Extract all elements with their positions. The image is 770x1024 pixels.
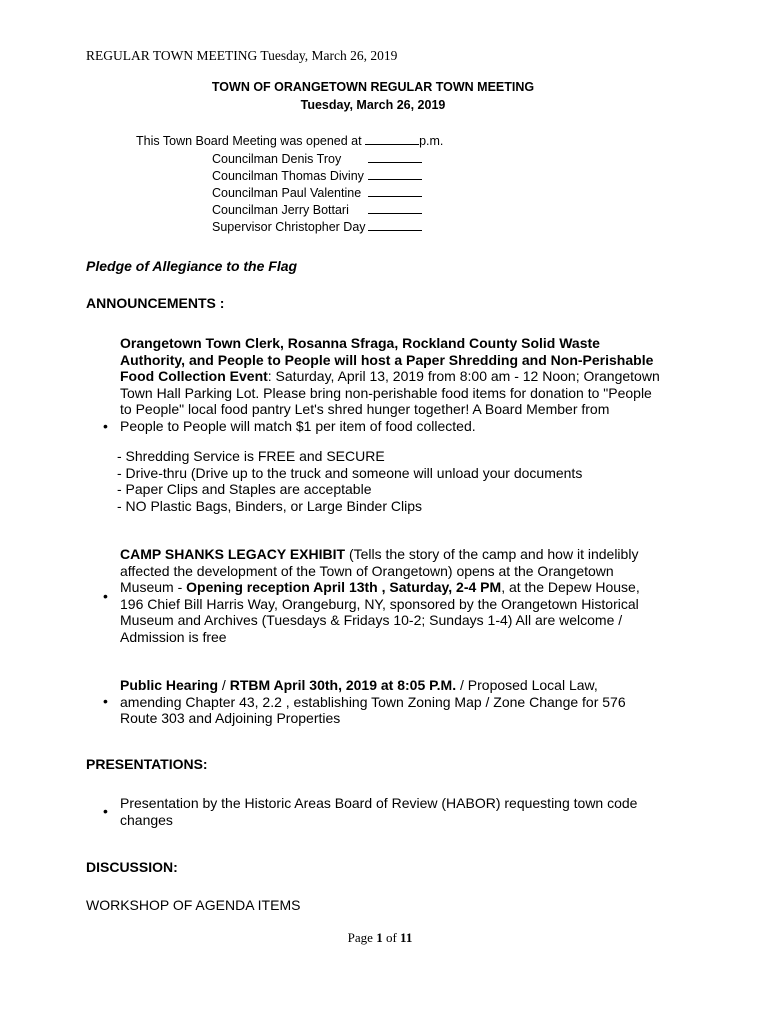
- text-span: (Tells the story of the camp and how it indelibly: [345, 546, 639, 562]
- text-span: / Proposed Local Law,: [456, 677, 598, 693]
- presentation-habor: [120, 795, 680, 828]
- text-line: affected the development of the Town of Orangetown) opens at the Orangetown: [120, 562, 614, 579]
- text-line: 196 Chief Bill Harris Way, Orangeburg, NY, sponsored by the Orangetown Historical: [120, 595, 639, 612]
- text-line: [120, 677, 680, 694]
- text-line: People to People will match $1 per item of food collected.: [120, 417, 476, 434]
- text-line: Presentation by the Historic Areas Board of Review (HABOR) requesting town code: [120, 795, 638, 811]
- announcement-shredding: [120, 335, 680, 434]
- hearing-label: Public Hearing: [120, 677, 219, 693]
- text-line: Authority, and People to People will host a Paper Shredding and Non-Perishable: [120, 351, 654, 368]
- text-line: Museum and Archives (Tuesdays & Fridays 10-2; Sundays 1-4) All are welcome /: [120, 612, 623, 628]
- text-line: changes: [120, 811, 173, 828]
- shredding-details: [117, 448, 677, 514]
- detail-line: - Paper Clips and Staples are acceptable: [117, 481, 372, 497]
- running-header: REGULAR TOWN MEETING Tuesday, March 26, 2019: [86, 48, 398, 63]
- meeting-opened-line: [136, 132, 443, 150]
- detail-line: - Shredding Service is FREE and SECURE: [117, 448, 385, 464]
- member-name: Councilman Paul Valentine: [212, 186, 362, 200]
- discussion-heading: DISCUSSION:: [86, 859, 178, 875]
- page-number: 1: [376, 930, 383, 945]
- presentations-heading: PRESENTATIONS:: [86, 756, 208, 772]
- text-line: amending Chapter 43, 2.2 , establishing Town Zoning Map / Zone Change for 576: [120, 693, 626, 710]
- member-name: Councilman Jerry Bottari: [212, 203, 349, 217]
- page-word: Page: [347, 930, 377, 945]
- text-line: Admission is free: [120, 628, 227, 645]
- document-title: TOWN OF ORANGETOWN REGULAR TOWN MEETING: [211, 80, 535, 94]
- attendance-blank: [368, 167, 422, 180]
- text-span: /: [218, 677, 230, 693]
- attendance-row: [212, 150, 422, 168]
- text-line: [120, 579, 680, 596]
- page-total: 11: [400, 930, 413, 945]
- event-name: Food Collection Event: [120, 368, 268, 384]
- attendance-row: [212, 218, 422, 236]
- of-word: of: [382, 930, 401, 945]
- opened-prefix: This Town Board Meeting was opened at: [136, 134, 366, 148]
- text-line: Orangetown Town Clerk, Rosanna Sfraga, Rockland County Solid Waste: [120, 335, 600, 351]
- member-name: Councilman Thomas Diviny: [212, 169, 364, 183]
- bullet-icon: •: [103, 588, 108, 604]
- hearing-date: RTBM April 30th, 2019 at 8:05 P.M.: [229, 677, 457, 693]
- pledge-heading: Pledge of Allegiance to the Flag: [86, 258, 298, 274]
- announcement-camp-shanks: [120, 546, 680, 645]
- event-details: : Saturday, April 13, 2019 from 8:00 am - 12 Noon; Orangetown: [267, 368, 660, 384]
- text-line: [120, 368, 680, 385]
- attendance-blank: [368, 201, 422, 214]
- text-span: , at the Depew House,: [501, 579, 640, 595]
- attendance-row: [212, 201, 422, 219]
- text-line: Route 303 and Adjoining Properties: [120, 710, 341, 726]
- detail-line: - NO Plastic Bags, Binders, or Large Binder Clips: [117, 497, 423, 514]
- text-span: Museum -: [120, 579, 187, 595]
- opened-suffix: p.m.: [419, 134, 444, 148]
- attendance-row: [212, 167, 422, 185]
- attendance-row: [212, 184, 422, 202]
- text-line: [120, 546, 680, 563]
- workshop-heading: WORKSHOP OF AGENDA ITEMS: [86, 897, 301, 913]
- attendance-blank: [368, 150, 422, 163]
- announcement-public-hearing: [120, 677, 680, 727]
- page-footer: [0, 930, 760, 946]
- attendance-blank: [368, 218, 422, 231]
- exhibit-name: CAMP SHANKS LEGACY EXHIBIT: [120, 546, 346, 562]
- reception-details: Opening reception April 13th , Saturday, 2-4 PM: [186, 579, 502, 595]
- text-line: Town Hall Parking Lot. Please bring non-perishable food items for donation to "People: [120, 384, 652, 401]
- bullet-icon: •: [103, 803, 108, 819]
- document-date: Tuesday, March 26, 2019: [300, 98, 446, 112]
- detail-line: - Drive-thru (Drive up to the truck and someone will unload your documents: [117, 464, 583, 481]
- opened-time-blank: [365, 132, 419, 145]
- attendance-blank: [368, 184, 422, 197]
- text-line: to People" local food pantry Let's shred hunger together! A Board Member from: [120, 401, 610, 417]
- announcements-heading: ANNOUNCEMENTS :: [86, 295, 225, 311]
- member-name: Councilman Denis Troy: [212, 152, 342, 166]
- bullet-icon: •: [103, 418, 108, 434]
- member-name: Supervisor Christopher Day: [212, 220, 366, 234]
- bullet-icon: •: [103, 693, 108, 709]
